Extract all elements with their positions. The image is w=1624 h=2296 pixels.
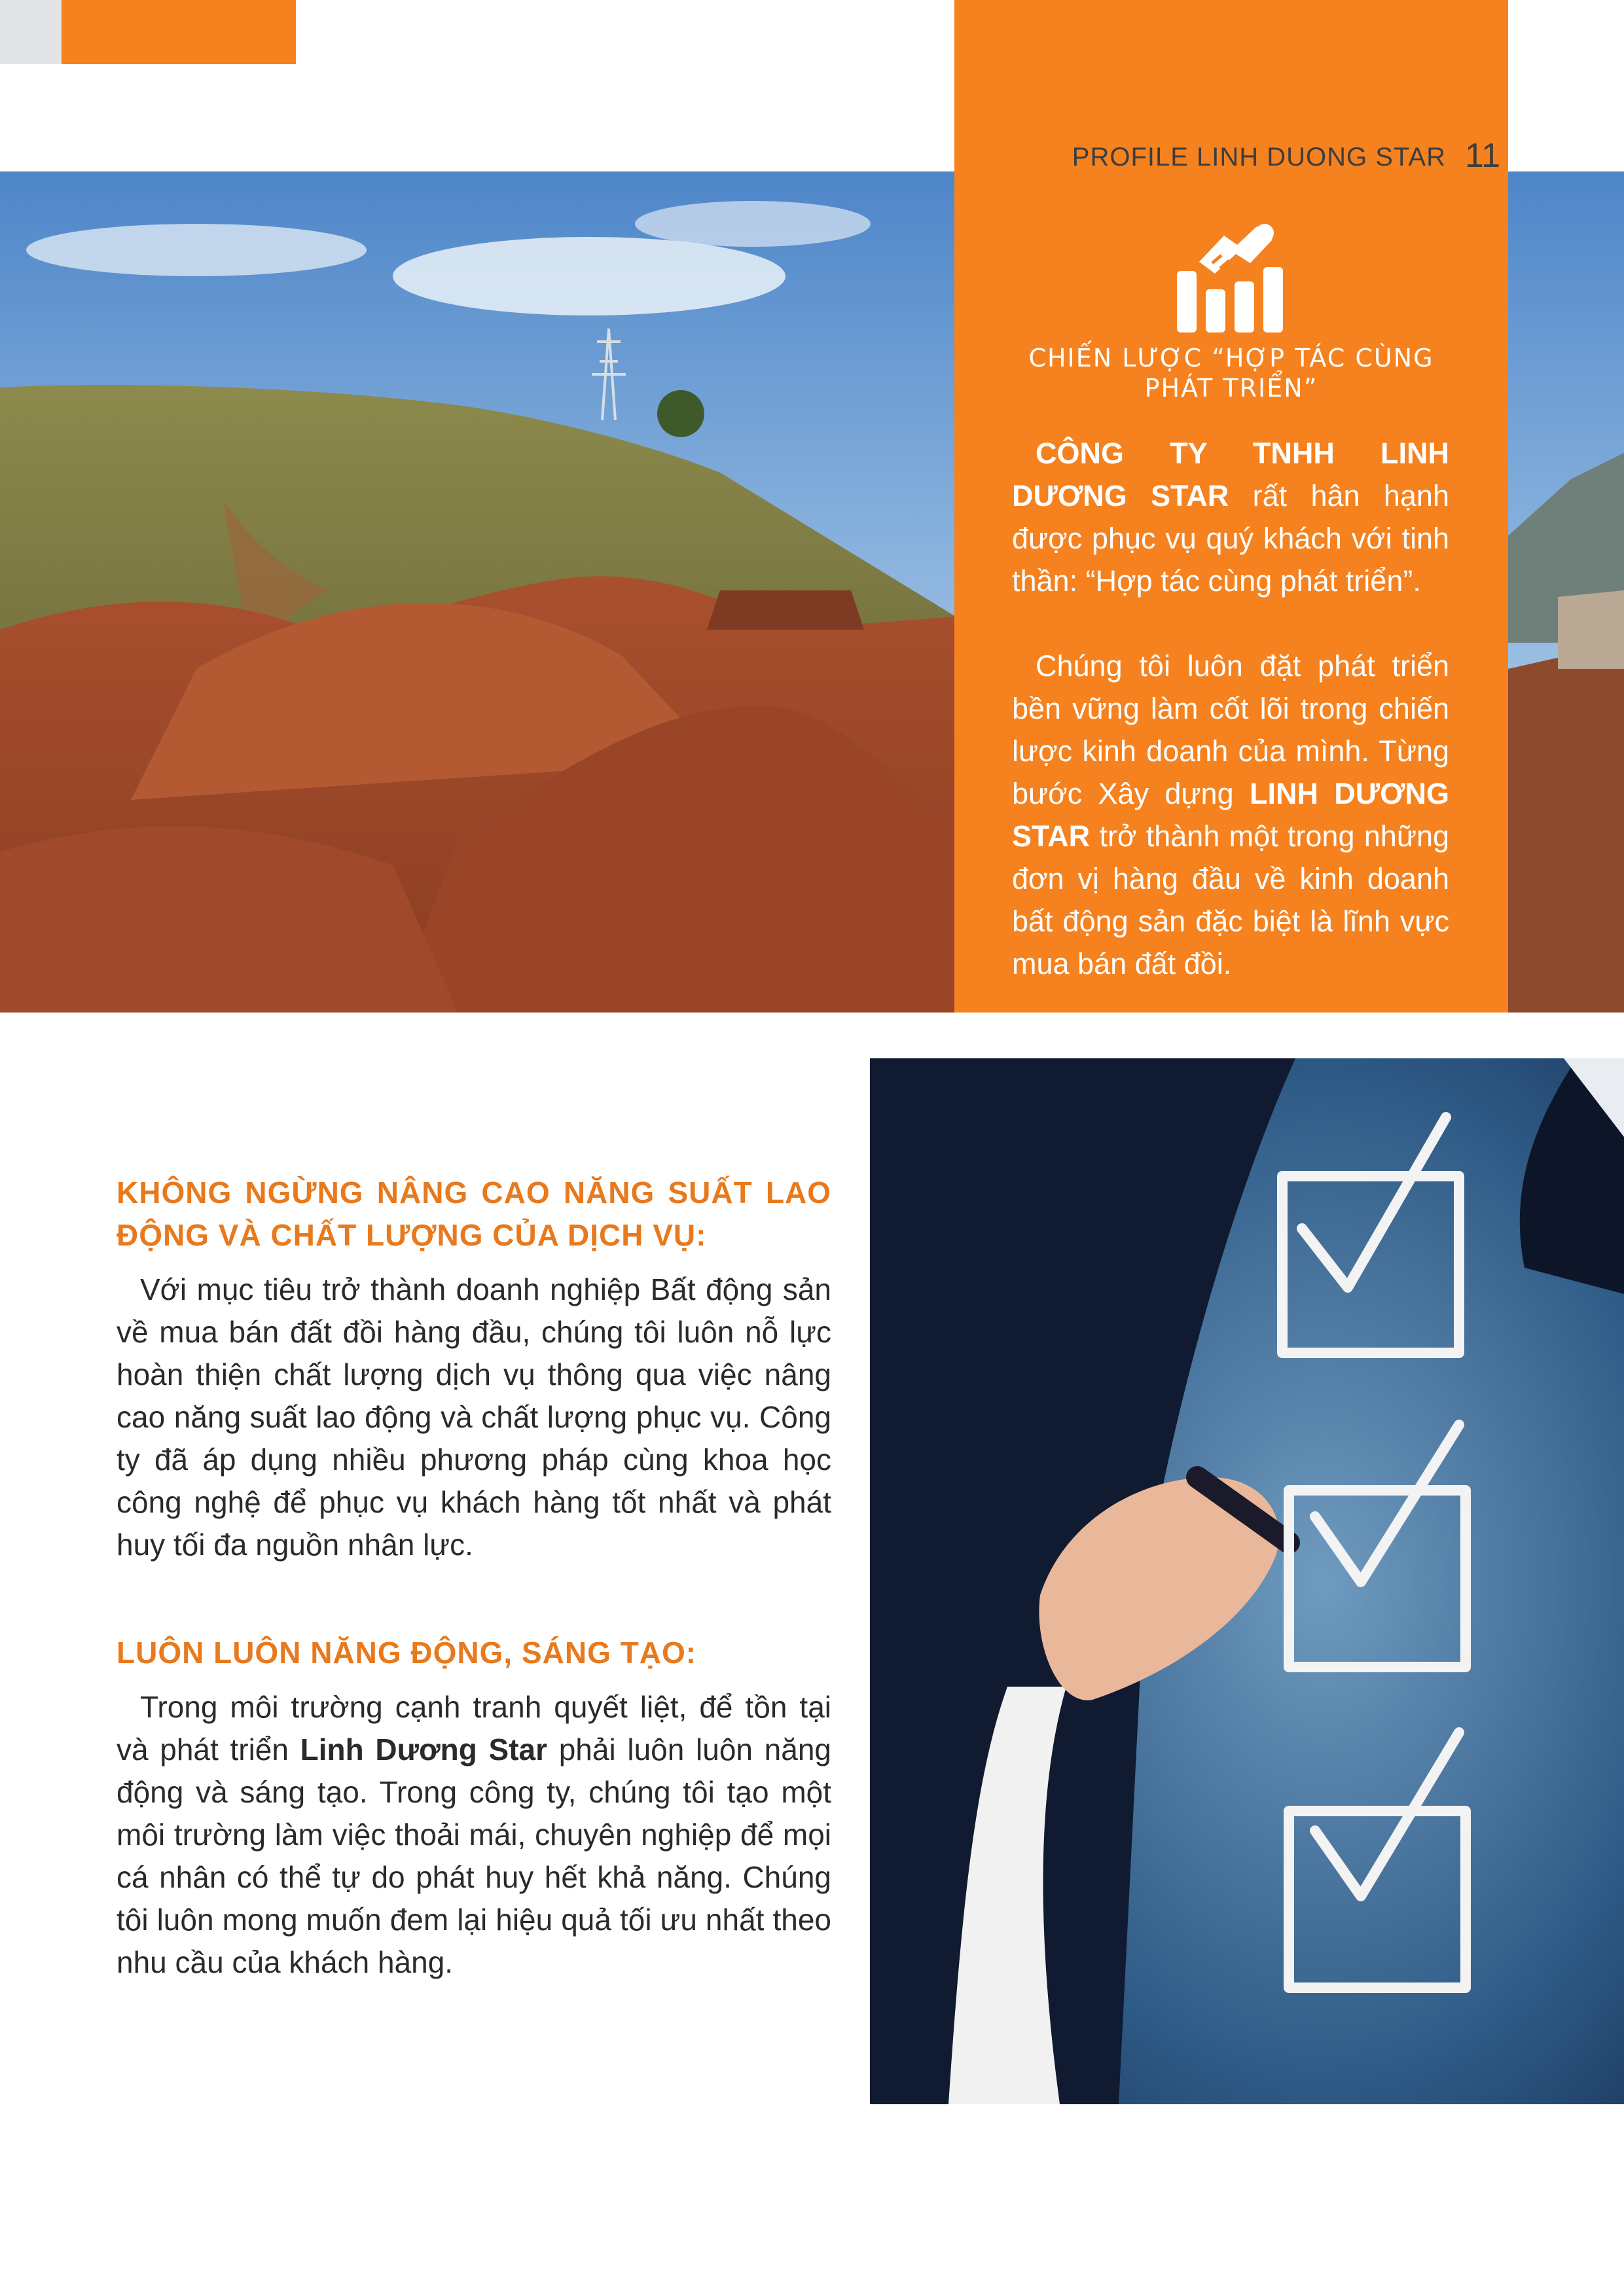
header-title: PROFILE LINH DUONG STAR [1072, 143, 1446, 171]
section-heading: LUÔN LUÔN NĂNG ĐỘNG, SÁNG TẠO: [117, 1636, 697, 1670]
section-body [117, 1686, 831, 1984]
strategy-text [1012, 432, 1449, 985]
strategy-paragraph-2-text-a: Chúng tôi luôn đặt phát triển bền vững làm cốt lõi trong chiến lược kinh doanh của mình. Từng bước Xây dựng [1012, 649, 1449, 810]
strategy-paragraph-1-text: rất hân hạnh được phục vụ quý khách với tinh thần: “Hợp tác cùng phát triển”. [1012, 479, 1449, 598]
company-name: CÔNG TY TNHH LINH DƯƠNG STAR [1012, 437, 1449, 512]
section-body-text-b: phải luôn luôn năng động và sáng tạo. Trong công ty, chúng tôi tạo một môi trường làm việc thoải mái, chuyên nghiệp để mọi cá nhân có thể tự do phát huy hết khả năng. Chúng tôi luôn mong muốn đem lại hiệu quả tối ưu nhất theo nhu cầu của khách hàng. [117, 1732, 832, 1979]
corner-tab-grey [0, 0, 62, 64]
strategy-paragraph-2 [1012, 645, 1449, 985]
strategy-panel [954, 0, 1508, 1013]
strategy-paragraph-1 [1012, 432, 1449, 602]
page-number: 11 [1465, 137, 1500, 175]
brand-name: LINH DƯƠNG STAR [1012, 777, 1449, 853]
section-productivity [117, 1172, 831, 1566]
main-content [117, 1172, 831, 1984]
checklist-photo [870, 1058, 1624, 2104]
handshake-growth-chart-icon [1173, 216, 1291, 334]
strategy-paragraph-2-text-b: trở thành một trong những đơn vị hàng đầu về kinh doanh bất động sản đặc biệt là lĩnh vực mua bán đất đồi. [1012, 819, 1449, 980]
section-body: Với mục tiêu trở thành doanh nghiệp Bất động sản về mua bán đất đồi hàng đầu, chúng tôi luôn nỗ lực hoàn thiện chất lượng dịch vụ thông qua việc nâng cao năng suất lao động và chất lượng phục vụ. Công ty đã áp dụng nhiều phương pháp cùng khoa học công nghệ để phục vụ khách hàng tốt nhất và phát huy tối đa nguồn nhân lực. [117, 1272, 831, 1562]
section-heading: KHÔNG NGỪNG NÂNG CAO NĂNG SUẤT LAO ĐỘNG VÀ CHẤT LƯỢNG CỦA DỊCH VỤ: [117, 1175, 831, 1252]
brand-name: Linh Dương Star [300, 1732, 548, 1767]
section-dynamic [117, 1632, 831, 1984]
section-body-text-a: Trong môi trường cạnh tranh quyết liệt, để tồn tại và phát triển [117, 1690, 831, 1767]
strategy-heading: CHIẾN LƯỢC “HỢP TÁC CÙNG PHÁT TRIỂN” [1028, 344, 1434, 403]
corner-tab-orange [62, 0, 296, 64]
